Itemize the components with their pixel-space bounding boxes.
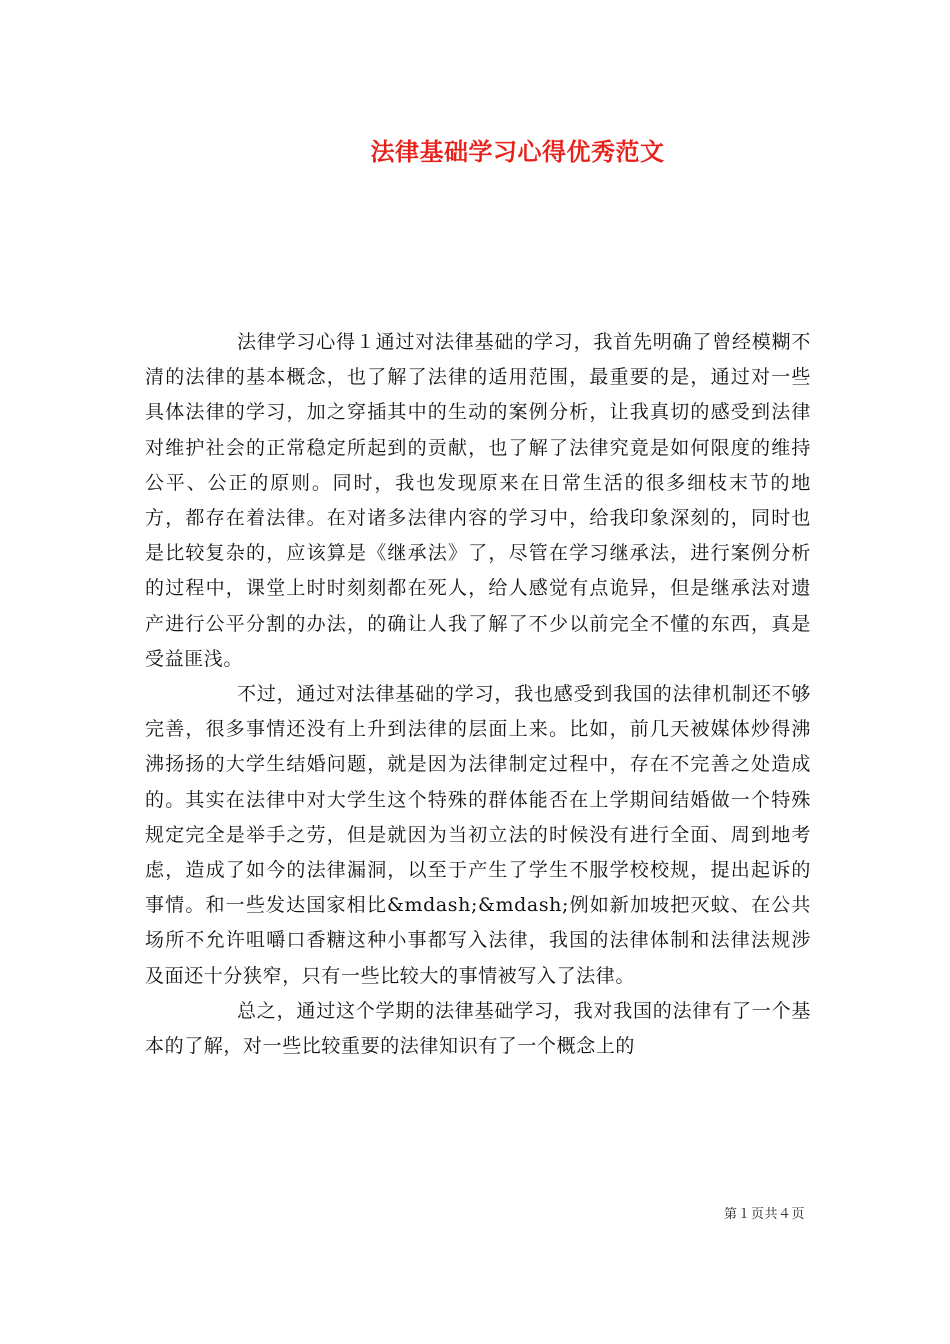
page-number: 第１页共４页 xyxy=(723,1207,805,1222)
document-title: 法律基础学习心得优秀范文 xyxy=(370,137,665,166)
paragraph-3: 总之，通过这个学期的法律基础学习，我对我国的法律有了一个基本的了解，对一些比较重要的法律知识有了一个概念上的 xyxy=(145,999,811,1058)
paragraph-2: 不过，通过对法律基础的学习，我也感受到我国的法律机制还不够完善，很多事情还没有上升到法律的层面上来。比如，前几天被媒体炒得沸沸扬扬的大学生结婚问题，就是因为法律制定过程中，存在不完善之处造成的。其实在法律中对大学生这个特殊的群体能否在上学期间结婚做一个特殊规定完全是举手之劳，但是就因为当初立法的时候没有进行全面、周到地考虑，造成了如今的法律漏洞，以至于产生了学生不服学校校规，提出起诉的事情。和一些发达国家相比&mdash;&mdash;例如新加坡把灭蚊、在公共场所不允许咀嚼口香糖这种小事都写入法律，我国的法律体制和法律法规涉及面还十分狭窄，只有一些比较大的事情被写入了法律。 xyxy=(145,683,811,987)
paragraph-1: 法律学习心得１通过对法律基础的学习，我首先明确了曾经模糊不清的法律的基本概念，也了解了法律的适用范围，最重要的是，通过对一些具体法律的学习，加之穿插其中的生动的案例分析，让我真切的感受到法律对维护社会的正常稳定所起到的贡献，也了解了法律究竟是如何限度的维持公平、公正的原则。同时，我也发现原来在日常生活的很多细枝末节的地方，都存在着法律。在对诸多法律内容的学习中，给我印象深刻的，同时也是比较复杂的，应该算是《继承法》了，尽管在学习继承法，进行案例分析的过程中，课堂上时时刻刻都在死人，给人感觉有点诡异，但是继承法对遗产进行公平分割的办法，的确让人我了解了不少以前完全不懂的东西，真是受益匪浅。 xyxy=(145,331,811,670)
document-body xyxy=(145,325,811,1064)
